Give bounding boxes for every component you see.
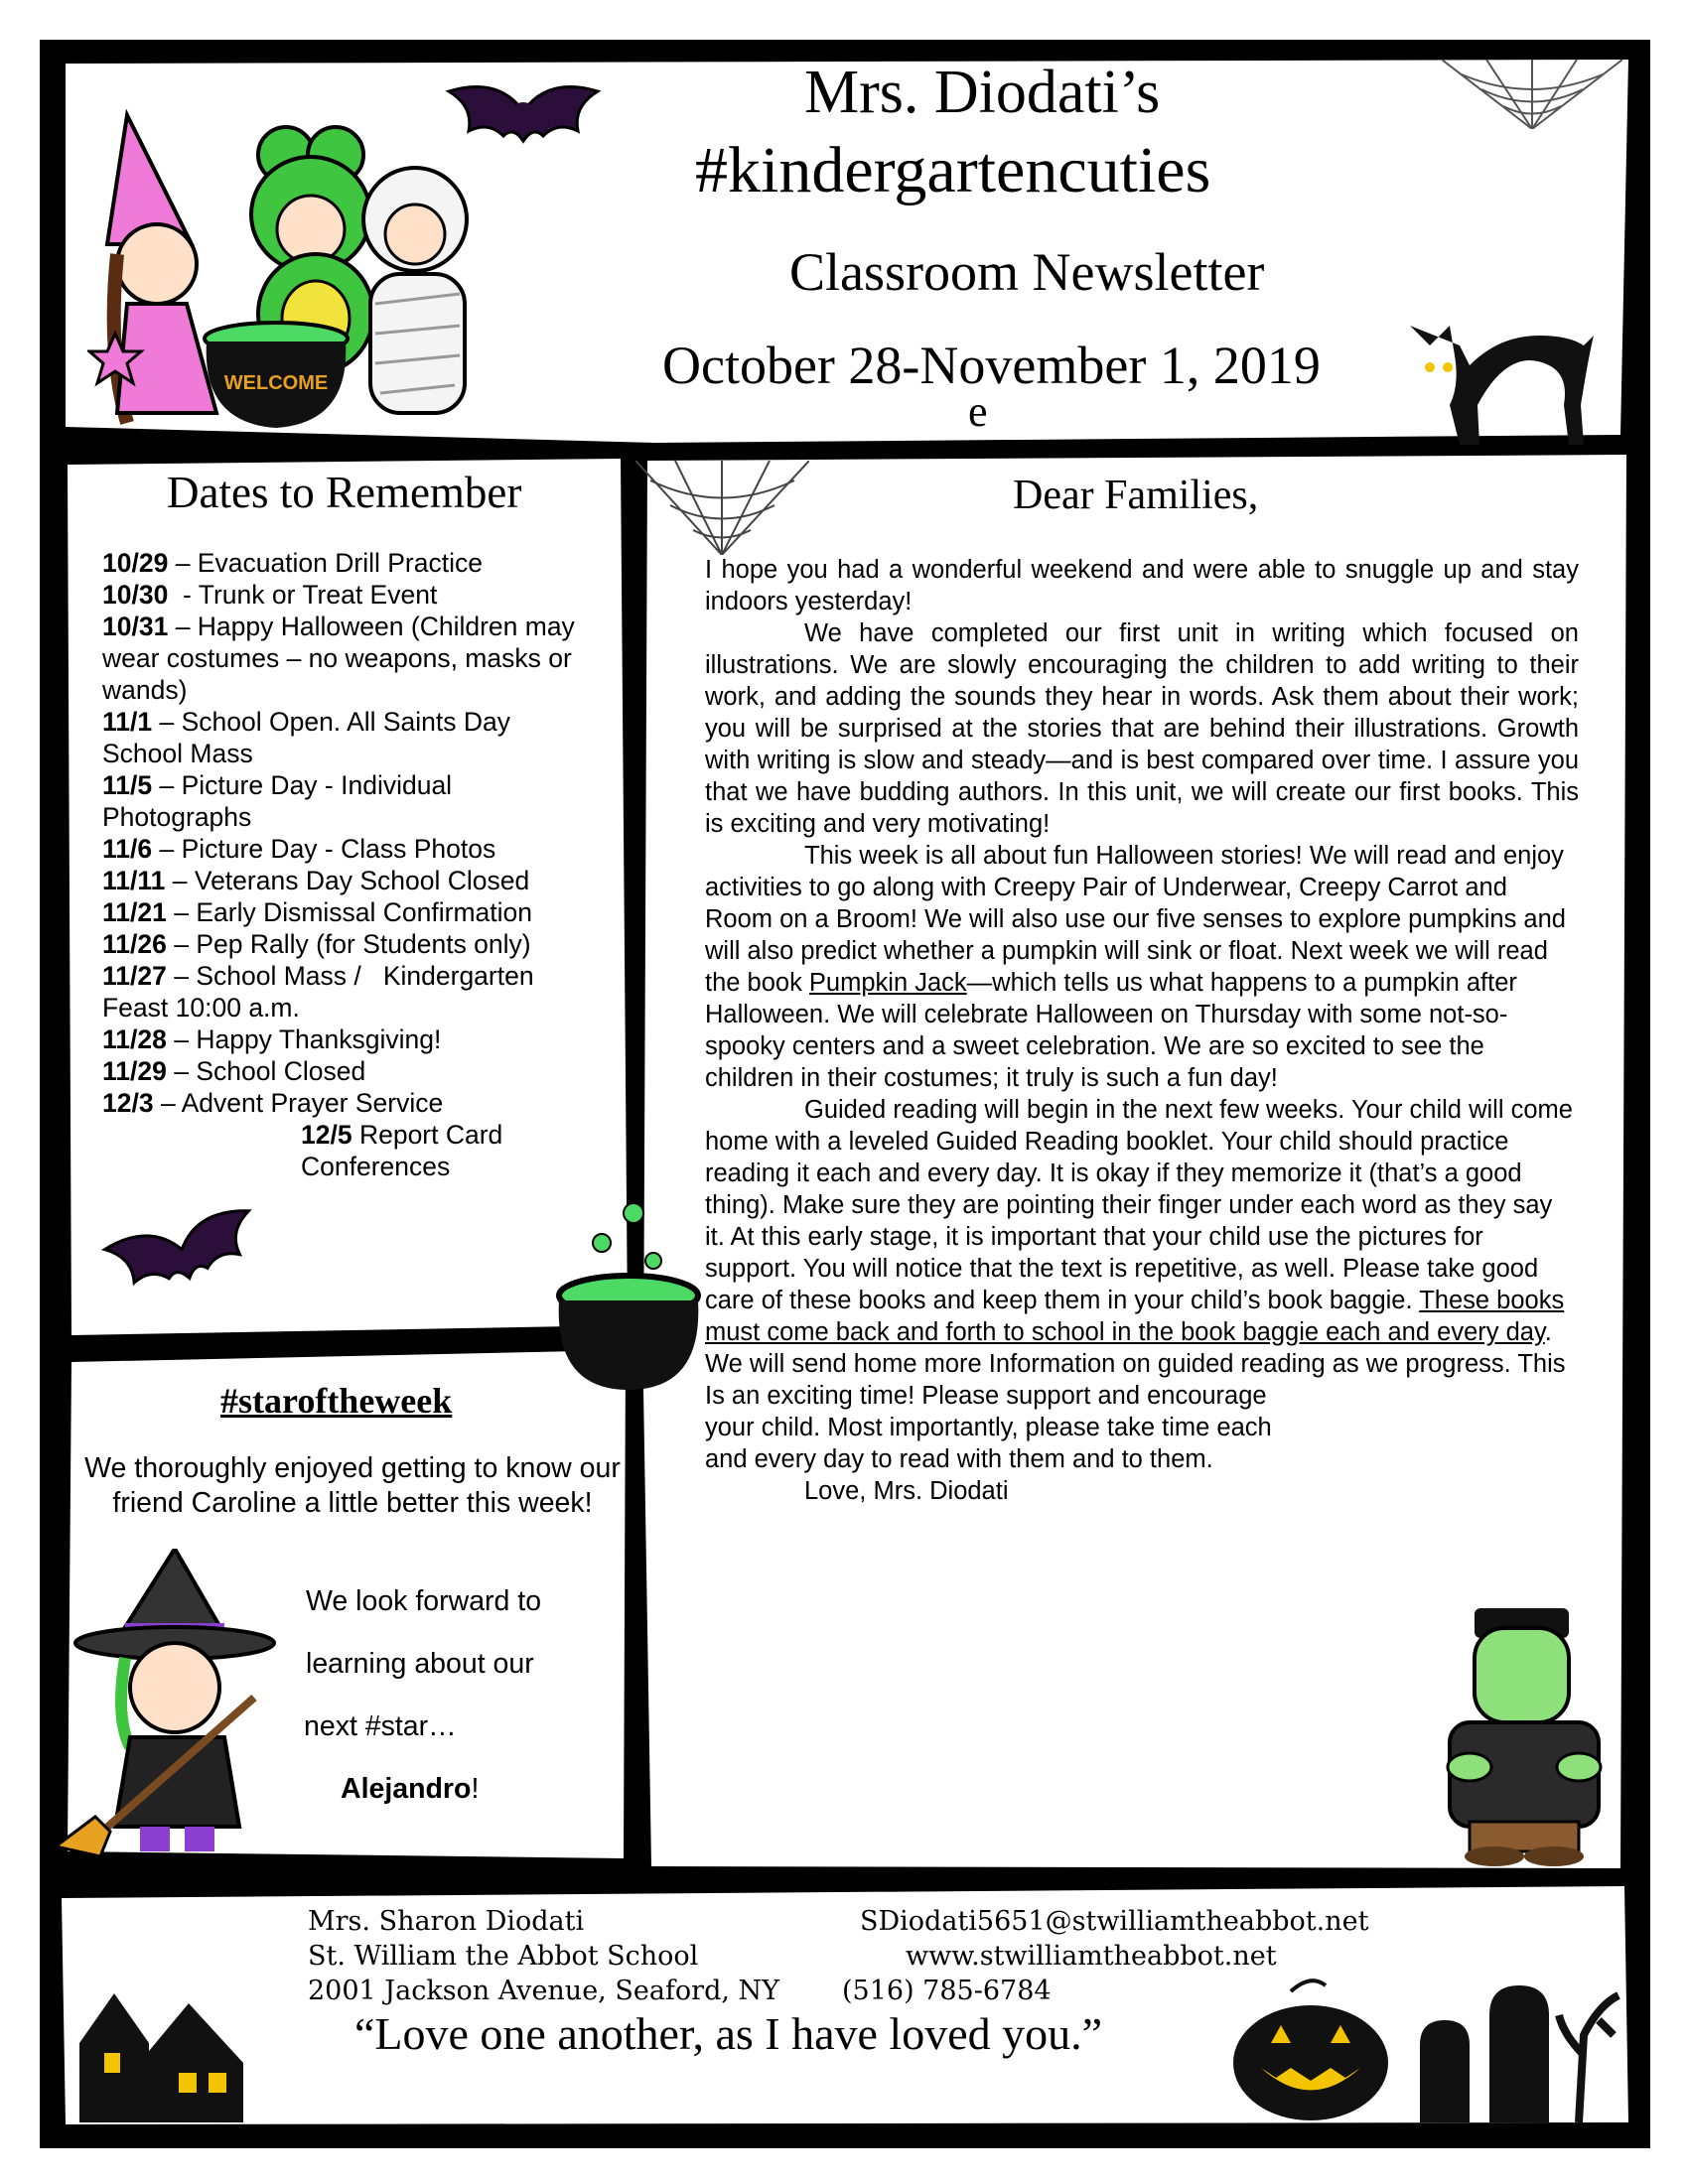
date-item	[102, 928, 589, 960]
date-label: 12/5	[301, 1120, 352, 1150]
important-note: These books must come back and forth to school in the book baggie each and every day	[705, 1287, 1565, 1346]
date-label: 11/29	[102, 1056, 167, 1086]
letter-signoff: Love, Mrs. Diodati	[804, 1477, 1009, 1505]
date-item	[102, 706, 589, 769]
contact-block	[308, 1904, 779, 2008]
date-event: Happy Thanksgiving!	[196, 1024, 442, 1054]
letter-paragraph	[705, 840, 1579, 1094]
date-item	[102, 833, 589, 865]
letter-text: Guided reading will begin in the next few weeks. Your child will come home with a leveled Guided Reading booklet. Your child should practice reading it each and every day. It is okay if they memorize it (that’s a good thing). Make sure they are pointing their finger under each word as they say it. At this early stage, it is important that your child use the pictures for support. You will notice that the text is repetitive, as well. Please take good care of these books and keep them in your child’s book baggie.	[705, 1096, 1573, 1314]
haunted-house-icon	[70, 1974, 268, 2122]
date-label: 11/21	[102, 897, 167, 927]
date-event: Veterans Day School Closed	[194, 866, 530, 895]
date-label: 11/26	[102, 929, 167, 959]
bat-icon	[91, 1209, 280, 1318]
date-separator: –	[166, 1024, 197, 1054]
black-cat-icon	[1400, 306, 1599, 445]
date-label: 11/5	[102, 770, 153, 800]
gravestone-icon	[1400, 1976, 1623, 2122]
date-separator: –	[166, 961, 197, 991]
date-separator	[352, 1120, 359, 1150]
letter-paragraph	[705, 1094, 1579, 1380]
date-separator: –	[166, 929, 197, 959]
letter-text: . We will send home more Information on guided reading as we progress. This	[705, 1318, 1566, 1378]
date-item	[102, 769, 589, 833]
footer-quote: “Love one another, as I have loved you.”	[354, 2008, 1103, 2059]
cauldron-icon	[544, 1191, 713, 1400]
date-item	[102, 865, 589, 896]
date-event: Early Dismissal Confirmation	[196, 897, 533, 927]
letter-body	[705, 554, 1579, 1507]
spider-web-icon	[1442, 60, 1622, 129]
date-label: 10/29	[102, 548, 169, 578]
date-label: 11/11	[102, 866, 166, 895]
dates-list	[102, 547, 589, 1182]
date-separator: –	[168, 548, 198, 578]
date-separator: –	[166, 1056, 197, 1086]
next-star	[341, 1773, 479, 1806]
letter-line: your child. Most importantly, please take time each	[705, 1414, 1272, 1441]
date-separator: –	[152, 834, 182, 864]
teacher-email[interactable]: SDiodati5651@stwilliamtheabbot.net	[860, 1906, 1369, 1937]
star-text-line: next #star…	[304, 1710, 457, 1742]
date-separator: –	[152, 707, 182, 737]
date-item	[102, 1024, 589, 1055]
teacher-title: Mrs. Diodati’s	[804, 59, 1161, 126]
date-event: Pep Rally (for Students only)	[196, 929, 531, 959]
date-label: 11/28	[102, 1024, 167, 1054]
date-item	[102, 960, 589, 1024]
date-event: Picture Day - Individual Photographs	[102, 770, 460, 832]
date-event: Happy Halloween (Children may wear costumes – no weapons, masks or wands)	[102, 612, 583, 705]
star-title: #staroftheweek	[220, 1381, 453, 1421]
date-separator: –	[168, 612, 198, 641]
date-event: School Mass / Kindergarten Feast 10:00 a.m.	[102, 961, 541, 1023]
date-item	[102, 611, 589, 706]
date-label: 11/27	[102, 961, 167, 991]
letter-text: This week is all about fun Halloween stories! We will read and enjoy activities to go along with Creepy Pair of Underwear, Creepy Carrot and Room on a Broom! We will also use our five senses to explore pumpkins and will also predict whether a pumpkin will sink or float. Next week we will read the book	[705, 842, 1566, 997]
date-event: School Open. All Saints Day School Mass	[102, 707, 518, 768]
next-star-name: Alejandro	[341, 1773, 472, 1805]
week-range: October 28-November 1, 2019	[662, 336, 1321, 395]
spider-web-icon	[635, 461, 809, 555]
book-title: Pumpkin Jack	[808, 969, 967, 997]
letter-line: Is an exciting time! Please support and encourage	[705, 1382, 1267, 1410]
date-separator: –	[165, 866, 195, 895]
date-event: School Closed	[196, 1056, 366, 1086]
date-event: Picture Day - Class Photos	[181, 834, 496, 864]
date-event: Advent Prayer Service	[181, 1088, 444, 1118]
date-item	[102, 1119, 589, 1182]
letter-paragraph: I hope you had a wonderful weekend and were able to snuggle up and stay indoors yesterday!	[705, 556, 1579, 615]
date-item	[102, 1055, 589, 1087]
letter-paragraph: We have completed our first unit in writing which focused on illustrations. We are slowly encouraging the children to add writing to their work, and adding the sounds they hear in words. Ask them about their work; you will be surprised at the stories that are behind their illustrations. Growth with writing is slow and steady—and is best compared over time. I assure you that we have budding authors. In this unit, we will create our first books. This is exciting and very motivating!	[705, 619, 1579, 838]
date-label: 11/6	[102, 834, 153, 864]
date-event: Trunk or Treat Event	[198, 580, 438, 610]
star-intro: We thoroughly enjoyed getting to know our friend Caroline a little better this week!	[84, 1452, 621, 1519]
date-item	[102, 1087, 589, 1119]
school-name: St. William the Abbot School	[308, 1941, 699, 1972]
exclamation: !	[471, 1773, 480, 1805]
svg-text:WELCOME: WELCOME	[223, 372, 329, 394]
school-address: 2001 Jackson Avenue, Seaford, NY	[308, 1976, 779, 2006]
dates-title: Dates to Remember	[167, 468, 522, 517]
date-label: 12/3	[102, 1088, 154, 1118]
frankenstein-icon	[1440, 1608, 1609, 1868]
newsletter-title: Classroom Newsletter	[789, 242, 1265, 302]
date-label: 10/31	[102, 612, 169, 641]
letter-greeting: Dear Families,	[1013, 473, 1259, 518]
date-separator: –	[166, 897, 197, 927]
stray-character: e	[968, 392, 988, 436]
date-label: 11/1	[102, 707, 153, 737]
bat-icon	[429, 71, 618, 181]
date-event: Evacuation Drill Practice	[197, 548, 483, 578]
school-phone: (516) 785-6784	[842, 1976, 1052, 2006]
date-separator: -	[168, 580, 199, 610]
witch-icon	[56, 1549, 304, 1856]
date-item	[102, 547, 589, 579]
date-event: Report Card Conferences	[301, 1120, 510, 1181]
class-hashtag: #kindergartencuties	[695, 134, 1211, 206]
letter-text: —which tells us what happens to a pumpkin after Halloween. We will celebrate Halloween on Thursday with some not-so-spooky centers and a sweet celebration. We are so excited to see the children in their costumes; it truly is such a fun day!	[705, 969, 1517, 1092]
date-separator: –	[152, 770, 182, 800]
letter-line: and every day to read with them and to them.	[705, 1445, 1213, 1473]
school-website[interactable]: www.stwilliamtheabbot.net	[906, 1941, 1277, 1972]
date-label: 10/30	[102, 580, 169, 610]
star-text-line: learning about our	[306, 1648, 534, 1680]
date-separator: –	[153, 1088, 182, 1118]
teacher-name: Mrs. Sharon Diodati	[308, 1906, 585, 1937]
date-item	[102, 896, 589, 928]
jack-o-lantern-icon	[1231, 1974, 1390, 2122]
date-item	[102, 579, 589, 611]
star-text-line: We look forward to	[306, 1585, 542, 1617]
